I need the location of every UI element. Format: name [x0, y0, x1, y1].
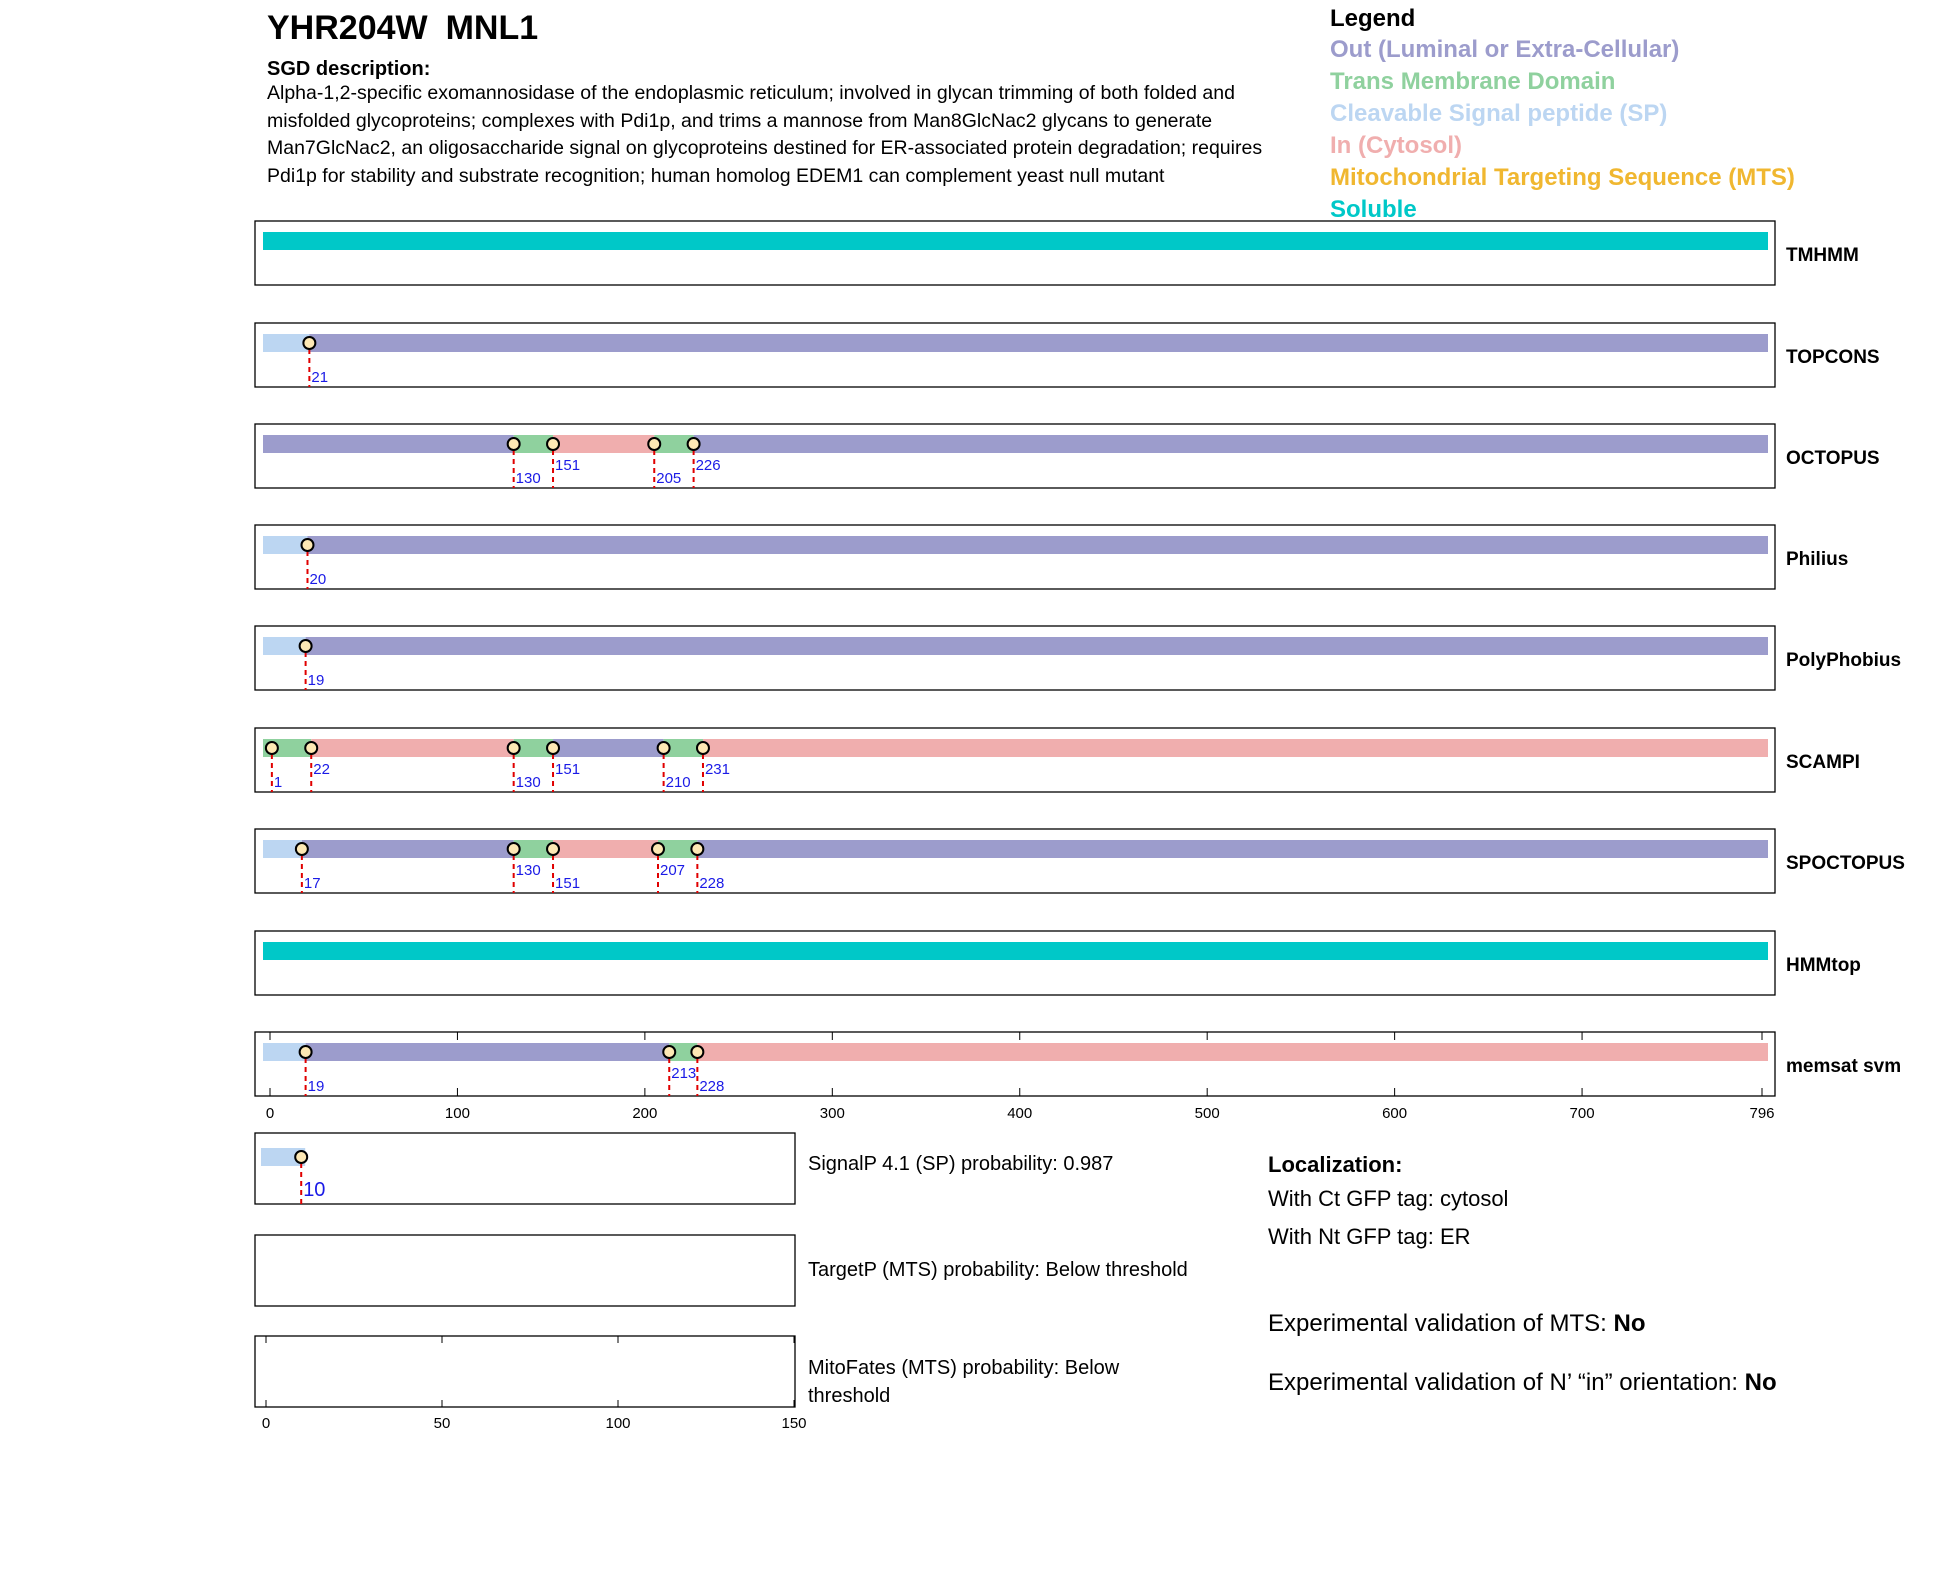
boundary-label: 1	[273, 774, 283, 791]
boundary-label: 226	[695, 457, 721, 474]
panel-frame	[255, 1133, 795, 1204]
boundary-label: 231	[704, 761, 731, 778]
boundary-label: 205	[656, 470, 682, 487]
mitofates-label: MitoFates (MTS) probability: Below threshold	[808, 1357, 1120, 1407]
segment-out	[307, 536, 1768, 554]
legend-item-in: In (Cytosol)	[1330, 132, 1462, 159]
axis-tick-label: 500	[1194, 1105, 1220, 1122]
boundary-label: 151	[555, 875, 581, 892]
segment-in	[703, 739, 1768, 757]
localization-nt-gfp: With Nt GFP tag: ER	[1268, 1224, 1471, 1249]
segment-out	[302, 840, 514, 858]
predictor-label: SCAMPI	[1786, 752, 1860, 773]
sgd-description-label: SGD description:	[267, 58, 431, 80]
legend-item-mts: Mitochondrial Targeting Sequence (MTS)	[1330, 164, 1795, 191]
sgd-description-text: Alpha-1,2-specific exomannosidase of the endoplasmic reticulum; involved in glycan trimming of both folded and misfolded glycoproteins; complexes with Pdi1p, and trims a mannose from Man8GlcNac2 glycans to generate Man7GlcNac2, an oligosaccharide signal on glycoproteins destined for ER-associated protein degradation; requires Pdi1p for stability and substrate recognition; human homolog EDEM1 can complement yeast null mutant	[267, 82, 1263, 187]
segment-soluble	[263, 942, 1768, 960]
header	[267, 8, 1287, 190]
track-tmhmm	[255, 221, 1859, 285]
track-octopus	[255, 424, 1880, 488]
predictor-label: PolyPhobius	[1786, 650, 1902, 671]
axis-tick-label: 100	[444, 1105, 470, 1122]
predictor-label: TOPCONS	[1786, 347, 1880, 368]
axis-tick-label: 300	[819, 1105, 845, 1122]
legend-title: Legend	[1330, 5, 1416, 32]
boundary-marker	[296, 843, 308, 855]
boundary-label: 228	[699, 1078, 725, 1095]
panel-mitofates	[255, 1336, 807, 1432]
track-frame	[255, 424, 1775, 488]
boundary-label: 10	[303, 1179, 326, 1201]
axis-tick-label: 0	[265, 1105, 275, 1122]
boundary-label: 19	[307, 672, 325, 689]
segment-out	[263, 435, 514, 453]
boundary-marker	[508, 742, 520, 754]
segment-in	[311, 739, 513, 757]
segment-in	[553, 435, 654, 453]
predictor-label: SPOCTOPUS	[1786, 853, 1905, 874]
boundary-label: 19	[307, 1078, 325, 1095]
axis-tick-label: 700	[1569, 1105, 1595, 1122]
track-polyphobius	[255, 626, 1901, 690]
boundary-marker	[652, 843, 664, 855]
axis-tick-label: 796	[1749, 1105, 1775, 1122]
boundary-marker	[648, 438, 660, 450]
segment-out	[306, 637, 1768, 655]
boundary-label: 17	[303, 875, 321, 892]
gene-title	[267, 8, 1287, 48]
axis-tick-label: 50	[433, 1415, 451, 1432]
segment-out	[309, 334, 1768, 352]
boundary-marker	[658, 742, 670, 754]
boundary-marker	[691, 843, 703, 855]
panel-signalp	[255, 1133, 795, 1204]
track-hmmtop	[255, 931, 1861, 995]
track-frame	[255, 626, 1775, 690]
track-spoctopus	[255, 829, 1905, 893]
boundary-marker	[688, 438, 700, 450]
boundary-label: 22	[313, 761, 330, 778]
track-frame	[255, 931, 1775, 995]
legend-item-soluble: Soluble	[1330, 196, 1417, 223]
axis-tick-label: 400	[1007, 1105, 1033, 1122]
boundary-label: 21	[311, 369, 329, 386]
boundary-marker	[266, 742, 278, 754]
boundary-marker	[663, 1046, 675, 1058]
predictor-label: Philius	[1786, 549, 1849, 570]
validation-orientation-value: No	[1744, 1369, 1777, 1396]
boundary-label: 130	[515, 470, 541, 487]
track-frame	[255, 1032, 1775, 1096]
boundary-label: 210	[665, 774, 691, 791]
boundary-label: 130	[515, 862, 541, 879]
legend	[1330, 4, 1795, 226]
boundary-label: 20	[309, 571, 327, 588]
boundary-marker	[547, 843, 559, 855]
segment-soluble	[263, 232, 1768, 250]
predictor-label: memsat svm	[1786, 1056, 1902, 1077]
track-frame	[255, 829, 1775, 893]
segment-out	[306, 1043, 670, 1061]
boundary-marker	[300, 640, 312, 652]
axis-tick-label: 200	[632, 1105, 658, 1122]
boundary-marker	[301, 539, 313, 551]
validation-orientation	[1268, 1369, 1777, 1397]
track-frame	[255, 221, 1775, 285]
predictor-label: TMHMM	[1786, 245, 1859, 266]
track-frame	[255, 323, 1775, 387]
segment-out	[553, 739, 664, 757]
boundary-label: 213	[671, 1065, 697, 1082]
axis-tick-label: 0	[261, 1415, 271, 1432]
boundary-marker	[508, 843, 520, 855]
segment-out	[694, 435, 1768, 453]
legend-item-tm: Trans Membrane Domain	[1330, 68, 1616, 95]
track-frame	[255, 728, 1775, 792]
boundary-marker	[691, 1046, 703, 1058]
boundary-marker	[547, 742, 559, 754]
targetp-label: TargetP (MTS) probability: Below threshold	[808, 1259, 1188, 1281]
localization	[1268, 1150, 1508, 1256]
track-frame	[255, 525, 1775, 589]
validation-orientation-label: Experimental validation of N’ “in” orientation:	[1268, 1369, 1745, 1396]
axis-tick-label: 150	[781, 1415, 807, 1432]
boundary-marker	[305, 742, 317, 754]
gene-standard-name: MNL1	[445, 9, 539, 47]
boundary-marker	[547, 438, 559, 450]
track-topcons	[255, 323, 1880, 387]
predictor-label: OCTOPUS	[1786, 448, 1880, 469]
predictor-label: HMMtop	[1786, 955, 1861, 976]
boundary-label: 228	[699, 875, 725, 892]
panel-frame	[255, 1336, 795, 1407]
localization-title: Localization:	[1268, 1152, 1403, 1177]
localization-ct-gfp: With Ct GFP tag: cytosol	[1268, 1186, 1509, 1211]
axis-tick-label: 100	[605, 1415, 631, 1432]
signalp-label: SignalP 4.1 (SP) probability: 0.987	[808, 1153, 1114, 1175]
segment-out	[697, 840, 1768, 858]
boundary-marker	[508, 438, 520, 450]
validation-mts-value: No	[1613, 1310, 1646, 1337]
boundary-marker	[303, 337, 315, 349]
track-memsat-svm	[255, 1032, 1901, 1096]
track-scampi	[255, 728, 1860, 792]
gene-systematic-name: YHR204W	[267, 9, 428, 47]
boundary-label: 151	[555, 457, 581, 474]
validation-mts	[1268, 1310, 1645, 1338]
legend-item-out: Out (Luminal or Extra-Cellular)	[1330, 36, 1680, 63]
boundary-marker	[295, 1151, 307, 1163]
segment-in	[697, 1043, 1768, 1061]
panel-frame	[255, 1235, 795, 1306]
boundary-label: 207	[659, 862, 686, 879]
segment-in	[553, 840, 658, 858]
legend-item-sp: Cleavable Signal peptide (SP)	[1330, 100, 1668, 127]
axis-tick-label: 600	[1382, 1105, 1408, 1122]
panel-targetp	[255, 1235, 795, 1306]
boundary-marker	[300, 1046, 312, 1058]
track-philius	[255, 525, 1848, 589]
validation-mts-label: Experimental validation of MTS:	[1268, 1310, 1614, 1337]
boundary-label: 151	[555, 761, 581, 778]
boundary-marker	[697, 742, 709, 754]
boundary-label: 130	[515, 774, 541, 791]
